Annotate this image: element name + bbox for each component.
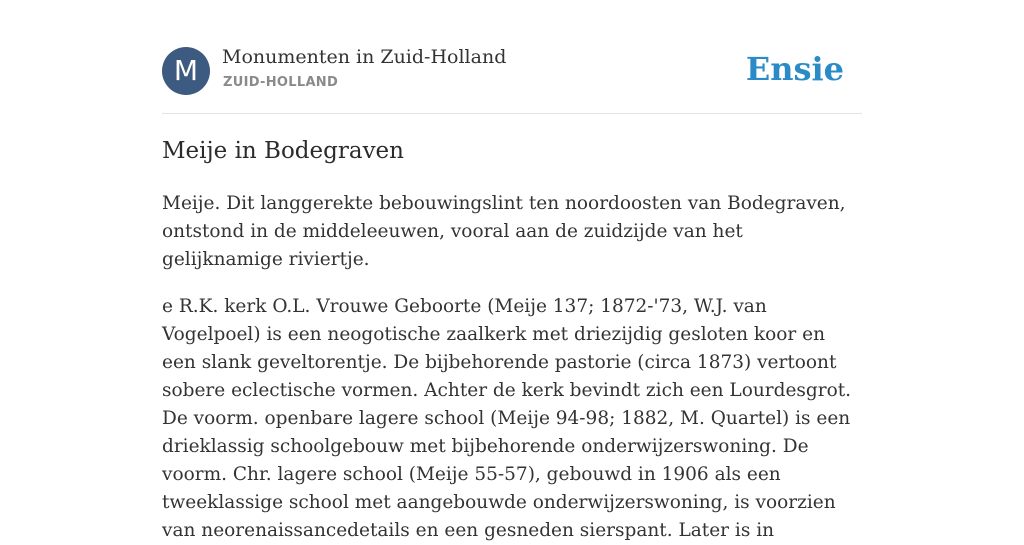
header-divider [162,113,862,114]
source-category: ZUID-HOLLAND [223,75,339,90]
avatar[interactable]: M [162,47,210,95]
article-paragraph-2: e R.K. kerk O.L. Vrouwe Geboorte (Meije 137; 1872-'73, W.J. van Vogelpoel) is een neogotische zaalkerk met driezijdig gesloten koor en een slank geveltorentje. De bijbehorende pastorie (circa 1873) vertoont sobere eclectische vormen. Achter de kerk bevindt zich een Lourdesgrot. De voorm. openbare lagere school (Meije 94-98; 1882, M. Quartel) is een drieklassig schoolgebouw met bijbehorende onderwijzerswoning. De voorm. Chr. lagere school (Meije 55-57), gebouwd in 1906 als een tweeklassige school met aangebouwde onderwijzerswoning, is voorzien van neorenaissancedetails en een gesneden sierspant. Later is in [162,296,852,541]
page-header [162,46,862,96]
page-title: Meije in Bodegraven [162,138,404,164]
article-paragraph-1: Meije. Dit langgerekte bebouwingslint ten noordoosten van Bodegraven, ontstond in de middeleeuwen, vooral aan de zuidzijde van het gelijknamige riviertje. [162,193,846,270]
ensie-logo[interactable]: Ensie [745,50,844,88]
source-title-link[interactable]: Monumenten in Zuid-Holland [222,46,507,68]
